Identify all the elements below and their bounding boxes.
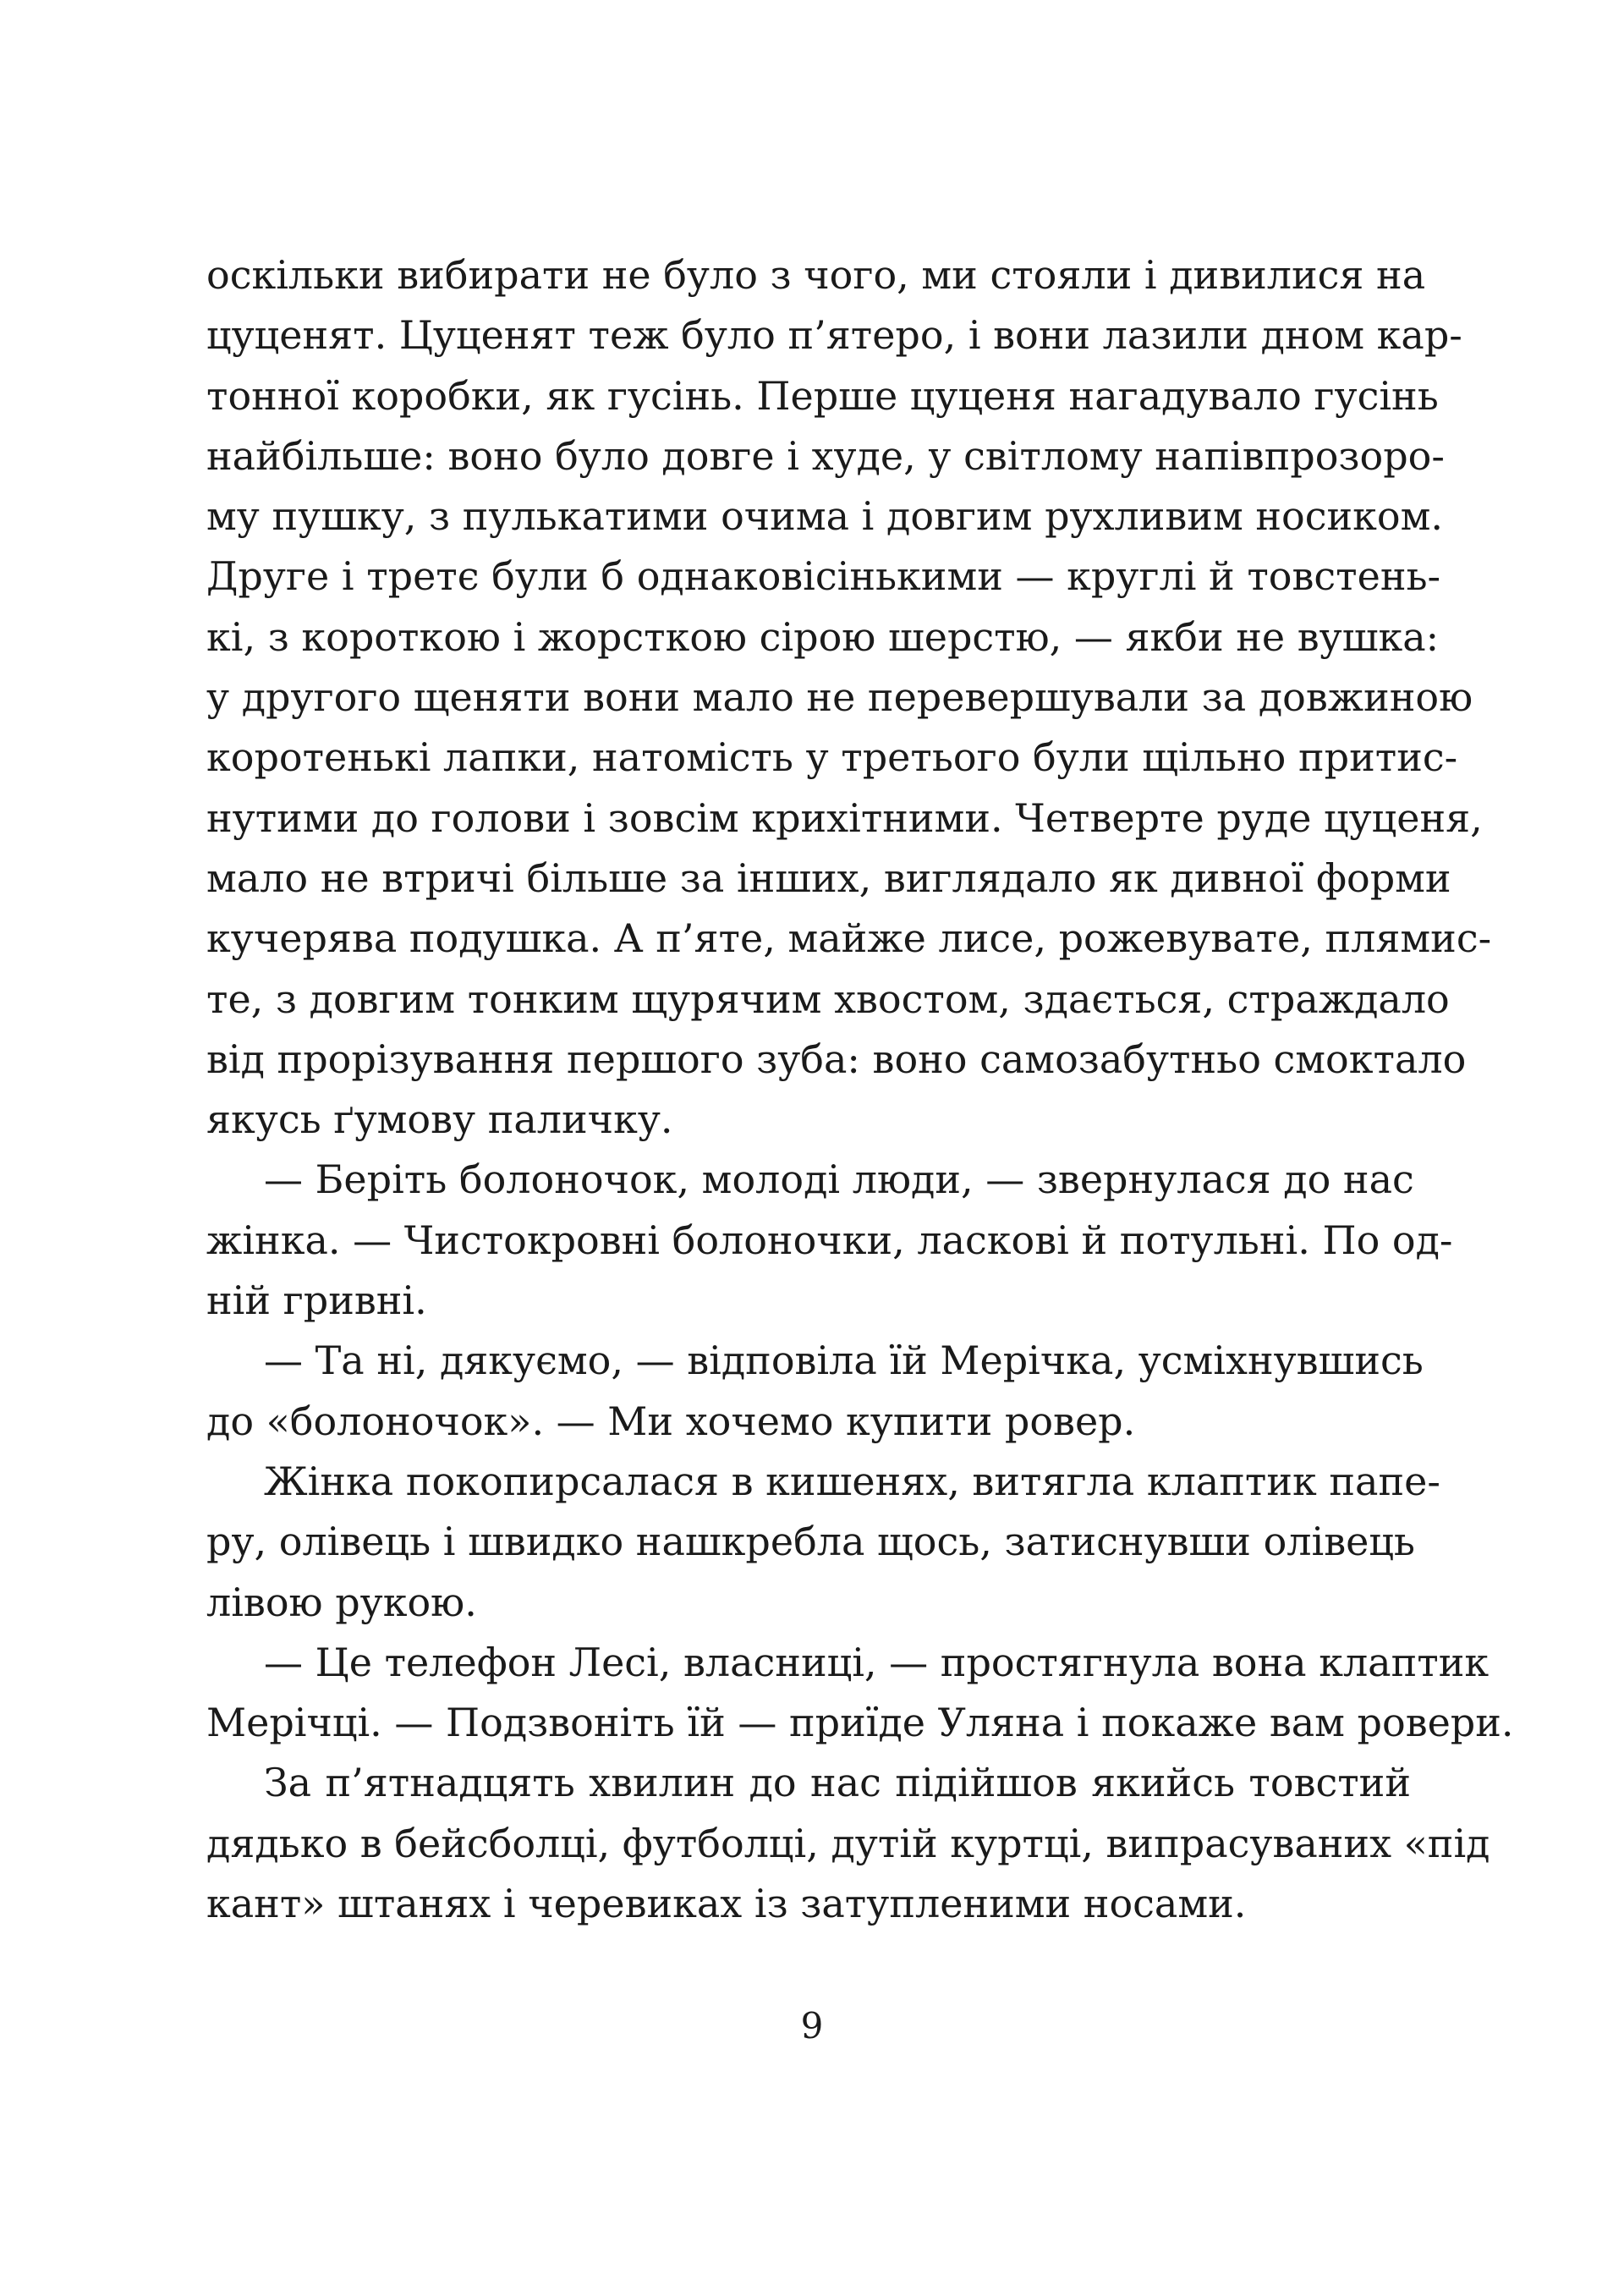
text-line: За п’ятнадцять хвилин до нас підійшов якийсь товстий <box>264 1760 1411 1806</box>
text-line: му пушку, з пулькатими очима і довгим рухливим носиком. <box>206 493 1443 540</box>
text-line: найбільше: воно було довге і худе, у світлому напівпрозоро- <box>206 432 1445 479</box>
text-line: — Та ні, дякуємо, — відповіла їй Мерічка, усміхнувшись <box>264 1338 1424 1384</box>
text-line: ру, олівець і швидко нашкребла щось, затиснувши олівець <box>206 1519 1415 1565</box>
text-line: Друге і третє були б однаковісінькими — круглі й товстень- <box>206 553 1441 600</box>
text-line: кі, з короткою і жорсткою сірою шерстю, — якби не вушка: <box>206 613 1440 660</box>
text-line: дядько в бейсболці, футболці, дутій куртці, випрасуваних «під <box>206 1820 1490 1866</box>
text-line: мало не втричі більше за інших, виглядало як дивної форми <box>206 854 1451 901</box>
body-text <box>206 245 1514 1934</box>
text-line: коротенькі лапки, натомість у третього були щільно притис- <box>206 734 1458 781</box>
text-line: оскільки вибирати не було з чого, ми стояли і дивилися на <box>206 252 1426 298</box>
text-line: — Це телефон Лесі, власниці, — простягнула вона клаптик <box>264 1639 1490 1685</box>
text-line: до «болоночок». — Ми хочемо купити ровер. <box>206 1398 1136 1444</box>
text-line: Мерічці. — Подзвоніть їй — приїде Уляна і покаже вам ровери. <box>206 1700 1514 1746</box>
text-line: те, з довгим тонким щурячим хвостом, здається, страждало <box>206 975 1450 1022</box>
text-line: якусь ґумову паличку. <box>206 1096 673 1143</box>
text-line: лівою рукою. <box>206 1579 477 1625</box>
text-line: — Беріть болоночок, молоді люди, — звернулася до нас <box>264 1156 1414 1203</box>
text-line: тонної коробки, як гусінь. Перше цуценя нагадувало гусінь <box>206 372 1439 419</box>
text-line: цуценят. Цуценят теж було п’ятеро, і вони лазили дном кар- <box>206 312 1462 359</box>
text-line: жінка. — Чистокровні болоночки, ласкові й потульні. По од- <box>206 1217 1453 1263</box>
text-line: у другого щеняти вони мало не перевершували за довжиною <box>206 674 1473 721</box>
text-line: Жінка покопирсалася в кишенях, витягла клаптик папе- <box>264 1458 1440 1504</box>
text-line: нутими до голови і зовсім крихітними. Четверте руде цуценя, <box>206 794 1483 841</box>
text-line: кант» штанях і черевиках із затупленими носами. <box>206 1881 1247 1927</box>
page-number: 9 <box>800 2005 824 2046</box>
text-line: кучерява подушка. А п’яте, майже лисе, рожевувате, плямис- <box>206 915 1492 962</box>
text-line: ній гривні. <box>206 1277 427 1324</box>
text-line: від прорізування першого зуба: воно самозабутньо смоктало <box>206 1036 1467 1082</box>
